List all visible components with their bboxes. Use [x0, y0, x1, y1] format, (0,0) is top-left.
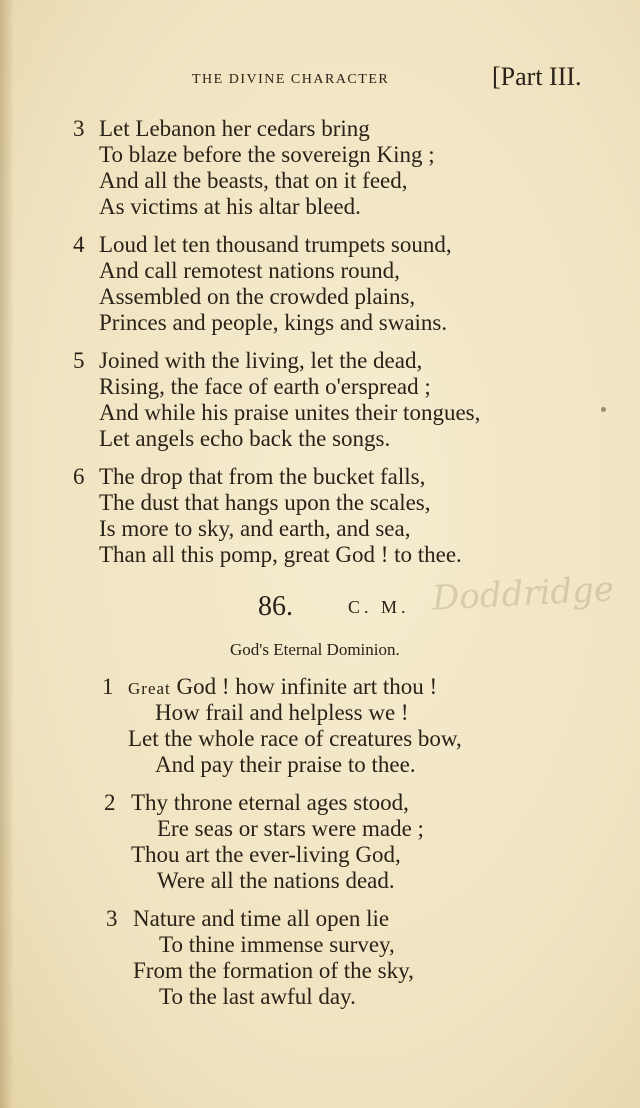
handwritten-annotation: Doddridge: [431, 569, 615, 619]
verse-line: Loud let ten thousand trumpets sound,: [99, 232, 452, 257]
stanza-number: 5: [73, 348, 85, 373]
verse-line: [128, 674, 437, 702]
ink-speck: [601, 407, 606, 412]
running-head: THE DIVINE CHARACTER: [192, 72, 390, 87]
verse-line: And all the beasts, that on it feed,: [99, 168, 408, 193]
verse-line: Assembled on the crowded plains,: [99, 284, 416, 309]
page-edge-shadow: [0, 0, 14, 1108]
part-label: [Part III.: [492, 62, 582, 91]
verse-line: Let angels echo back the songs.: [99, 426, 391, 451]
verse-line: Is more to sky, and earth, and sea,: [99, 516, 411, 541]
verse-line: Nature and time all open lie: [133, 906, 390, 931]
verse-line: The drop that from the bucket falls,: [99, 464, 426, 489]
verse-line: Let the whole race of creatures bow,: [128, 726, 462, 751]
verse-line: To thine immense survey,: [159, 932, 395, 957]
verse-line: Joined with the living, let the dead,: [99, 348, 423, 373]
hymn-number: 86.: [258, 591, 293, 622]
stanza-number: 6: [73, 464, 85, 489]
stanza-number: 2: [104, 790, 116, 815]
verse-line: Let Lebanon her cedars bring: [99, 116, 370, 141]
verse-line-rest: God ! how infinite art thou !: [170, 674, 438, 699]
verse-line: The dust that hangs upon the scales,: [99, 490, 431, 515]
verse-line: From the formation of the sky,: [133, 958, 414, 983]
verse-line: How frail and helpless we !: [155, 700, 409, 725]
verse-line: Were all the nations dead.: [157, 868, 395, 893]
small-caps-word: Great: [128, 679, 171, 698]
verse-line: Ere seas or stars were made ;: [157, 816, 424, 841]
stanza-number: 1: [102, 674, 114, 699]
hymn-title: God's Eternal Dominion.: [230, 640, 400, 659]
stanza-number: 3: [73, 116, 85, 141]
page-header: [0, 62, 640, 98]
verse-line: Thou art the ever-living God,: [131, 842, 401, 867]
hymn-meter: C. M.: [348, 597, 410, 617]
verse-line: To the last awful day.: [159, 984, 356, 1009]
stanza-number: 3: [106, 906, 118, 931]
verse-line: And while his praise unites their tongues,: [99, 400, 481, 425]
verse-line: Rising, the face of earth o'erspread ;: [99, 374, 431, 399]
stanza-number: 4: [73, 232, 85, 257]
verse-line: Than all this pomp, great God ! to thee.: [99, 542, 462, 567]
verse-line: Princes and people, kings and swains.: [99, 310, 448, 335]
verse-line: As victims at his altar bleed.: [99, 194, 361, 219]
verse-line: Thy throne eternal ages stood,: [131, 790, 409, 815]
verse-line: To blaze before the sovereign King ;: [99, 142, 435, 167]
verse-line: And pay their praise to thee.: [155, 752, 416, 777]
verse-line: And call remotest nations round,: [99, 258, 400, 283]
